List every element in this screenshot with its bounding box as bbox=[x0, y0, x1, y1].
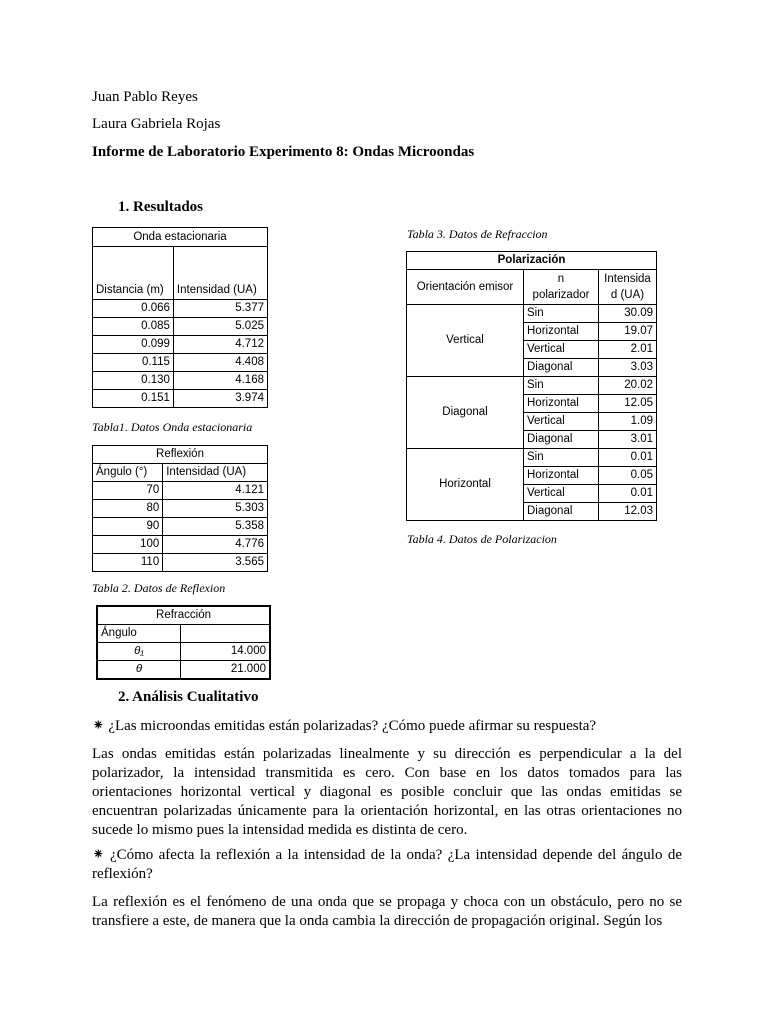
table1-intensity-cell: 5.377 bbox=[173, 300, 267, 318]
table4-polarizer-cell: Vertical bbox=[524, 341, 599, 359]
table-row bbox=[93, 300, 268, 318]
table1-distance-cell: 0.085 bbox=[93, 318, 174, 336]
author-2: Laura Gabriela Rojas bbox=[92, 116, 221, 132]
table4-intensity-cell: 12.03 bbox=[599, 503, 657, 521]
table-row bbox=[93, 354, 268, 372]
table1-distance-cell: 0.066 bbox=[93, 300, 174, 318]
table4-col-polarizer-line2: polarizador bbox=[532, 289, 590, 301]
table-row bbox=[407, 377, 657, 395]
report-title: Informe de Laboratorio Experimento 8: Ondas Microondas bbox=[92, 144, 475, 160]
table3-col-angle: Ángulo bbox=[97, 625, 181, 643]
table4-intensity-cell: 12.05 bbox=[599, 395, 657, 413]
table4-polarizer-cell: Sin bbox=[524, 377, 599, 395]
table4-polarizer-cell: Vertical bbox=[524, 485, 599, 503]
table4-polarizer-cell: Horizontal bbox=[524, 467, 599, 485]
table1-intensity-cell: 4.712 bbox=[173, 336, 267, 354]
table-refraction bbox=[96, 605, 271, 680]
table4-polarizer-cell: Diagonal bbox=[524, 359, 599, 377]
section-analysis-heading: 2. Análisis Cualitativo bbox=[118, 689, 259, 705]
table1-distance-cell: 0.099 bbox=[93, 336, 174, 354]
table-row bbox=[407, 305, 657, 323]
table1-distance-cell: 0.130 bbox=[93, 372, 174, 390]
table4-intensity-cell: 0.01 bbox=[599, 449, 657, 467]
table-row bbox=[407, 449, 657, 467]
table-polarization bbox=[406, 251, 657, 521]
table1-col-distance: Distancia (m) bbox=[93, 247, 174, 300]
table1-intensity-cell: 3.974 bbox=[173, 390, 267, 408]
table-row bbox=[93, 336, 268, 354]
table-row bbox=[93, 518, 268, 536]
table1-title: Onda estacionaria bbox=[93, 228, 268, 247]
table4-intensity-cell: 20.02 bbox=[599, 377, 657, 395]
author-1: Juan Pablo Reyes bbox=[92, 89, 198, 105]
table-row bbox=[97, 643, 270, 661]
table1-distance-cell: 0.115 bbox=[93, 354, 174, 372]
question-1: ⁕ ¿Las microondas emitidas están polarizadas? ¿Cómo puede afirmar su respuesta? bbox=[92, 718, 597, 734]
table4-polarizer-cell: Sin bbox=[524, 305, 599, 323]
table2-intensity-cell: 5.358 bbox=[163, 518, 268, 536]
table4-intensity-cell: 0.01 bbox=[599, 485, 657, 503]
table1-intensity-cell: 4.408 bbox=[173, 354, 267, 372]
table4-intensity-cell: 1.09 bbox=[599, 413, 657, 431]
table2-angle-cell: 90 bbox=[93, 518, 163, 536]
table3-angle-symbol-cell: θ bbox=[97, 661, 181, 680]
table2-intensity-cell: 5.303 bbox=[163, 500, 268, 518]
table4-polarizer-cell: Diagonal bbox=[524, 503, 599, 521]
table2-title: Reflexión bbox=[93, 446, 268, 464]
table2-angle-cell: 100 bbox=[93, 536, 163, 554]
table4-col-intensity bbox=[599, 270, 657, 305]
table-row bbox=[93, 554, 268, 572]
table-row bbox=[93, 500, 268, 518]
table1-intensity-cell: 4.168 bbox=[173, 372, 267, 390]
table2-intensity-cell: 3.565 bbox=[163, 554, 268, 572]
table4-col-polarizer bbox=[524, 270, 599, 305]
table3-angle-symbol-cell: θ₁ bbox=[97, 643, 181, 661]
table2-angle-cell: 110 bbox=[93, 554, 163, 572]
table4-polarizer-cell: Vertical bbox=[524, 413, 599, 431]
table-standing-wave bbox=[92, 227, 268, 408]
table4-col-intensity-line2: d (UA) bbox=[610, 289, 645, 301]
table2-angle-cell: 80 bbox=[93, 500, 163, 518]
table4-emitter-orientation-cell: Diagonal bbox=[407, 377, 524, 449]
table4-emitter-orientation-cell: Vertical bbox=[407, 305, 524, 377]
table3-caption: Tabla 3. Datos de Refraccion bbox=[407, 227, 548, 241]
table1-intensity-cell: 5.025 bbox=[173, 318, 267, 336]
table3-value-cell: 21.000 bbox=[181, 661, 271, 680]
table4-polarizer-cell: Horizontal bbox=[524, 395, 599, 413]
table4-col-emitter: Orientación emisor bbox=[407, 270, 524, 305]
table2-caption: Tabla 2. Datos de Reflexion bbox=[92, 581, 226, 595]
table4-col-polarizer-line1: n bbox=[557, 273, 565, 285]
table2-col-intensity: Intensidad (UA) bbox=[163, 464, 268, 482]
table4-intensity-cell: 0.05 bbox=[599, 467, 657, 485]
section-results-heading: 1. Resultados bbox=[118, 199, 204, 215]
table2-col-angle: Ángulo (°) bbox=[93, 464, 163, 482]
table-row bbox=[97, 661, 270, 680]
table-row bbox=[93, 536, 268, 554]
answer-1: Las ondas emitidas están polarizadas linealmente y su dirección es perpendicular a la del polarizador, la intensidad transmitida es cero. Con base en los datos tomados para las orientaciones horizontal vertical y diagonal es posible concluir que las ondas emitidas se encuentran polarizadas únicamente para la orientación horizontal, en las otras orientaciones no sucede lo mismo pues la intensidad medida es distinta de cero. bbox=[92, 746, 682, 838]
table1-col-intensity: Intensidad (UA) bbox=[173, 247, 267, 300]
table-row bbox=[93, 482, 268, 500]
table2-intensity-cell: 4.776 bbox=[163, 536, 268, 554]
answer-2: La reflexión es el fenómeno de una onda que se propaga y choca con un obstáculo, pero no se transfiere a este, de manera que la onda cambia la dirección de propagación original. Según los bbox=[92, 894, 682, 929]
table4-intensity-cell: 3.03 bbox=[599, 359, 657, 377]
table-row bbox=[93, 318, 268, 336]
table4-title: Polarización bbox=[407, 252, 657, 270]
table4-caption: Tabla 4. Datos de Polarizacion bbox=[407, 532, 557, 546]
table4-intensity-cell: 2.01 bbox=[599, 341, 657, 359]
table4-polarizer-cell: Horizontal bbox=[524, 323, 599, 341]
table2-angle-cell: 70 bbox=[93, 482, 163, 500]
table4-intensity-cell: 30.09 bbox=[599, 305, 657, 323]
table4-polarizer-cell: Sin bbox=[524, 449, 599, 467]
table2-intensity-cell: 4.121 bbox=[163, 482, 268, 500]
table4-emitter-orientation-cell: Horizontal bbox=[407, 449, 524, 521]
table-row bbox=[93, 372, 268, 390]
table1-distance-cell: 0.151 bbox=[93, 390, 174, 408]
table4-col-intensity-line1: Intensida bbox=[604, 273, 651, 285]
table-row bbox=[93, 390, 268, 408]
table3-title: Refracción bbox=[97, 606, 270, 625]
question-2: ⁕ ¿Cómo afecta la reflexión a la intensidad de la onda? ¿La intensidad depende del ángulo de reflexión? bbox=[92, 847, 682, 882]
table1-caption: Tabla1. Datos Onda estacionaria bbox=[92, 420, 253, 434]
table4-intensity-cell: 19.07 bbox=[599, 323, 657, 341]
table3-value-cell: 14.000 bbox=[181, 643, 271, 661]
table3-col-empty bbox=[181, 625, 271, 643]
table4-intensity-cell: 3.01 bbox=[599, 431, 657, 449]
table-reflection bbox=[92, 445, 268, 572]
table4-polarizer-cell: Diagonal bbox=[524, 431, 599, 449]
